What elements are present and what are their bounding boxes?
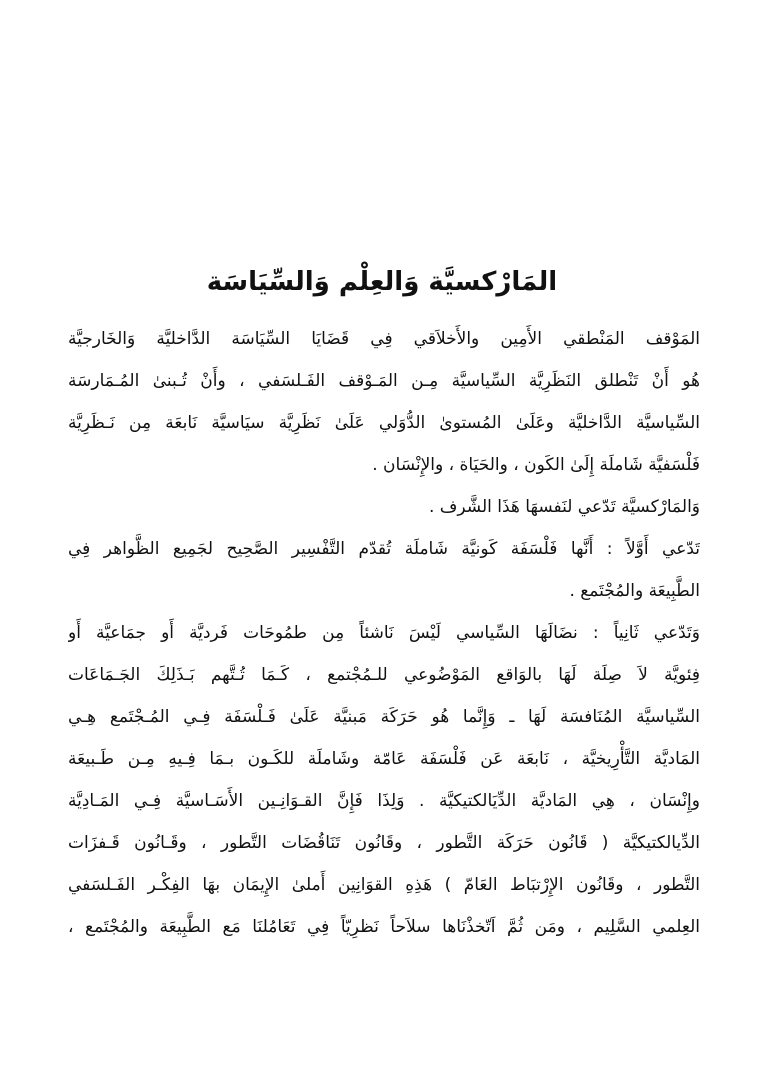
text-line: تَدّعي أَوَّلاً : أَنَّها فَلْسَفَة كَونيَّة شَاملَة تُقدّم التَّفْسِير الصَّحِيح لجَمِيع الظَّواهر فِي	[68, 539, 700, 559]
text-line: وَالمَارْكسيَّة تَدّعي لنَفسهَا هَذَا الشَّرف .	[429, 497, 700, 517]
text-line: فِئويَّة لاَ صِلَة لَهَا بالوَاقع المَوْضُوعي للـمُجْتمع ، كَـمَا تُـتَّهم بَـذَلِكَ الجَـمَاعَات	[68, 665, 700, 685]
body-text	[68, 318, 700, 948]
text-line: التَّطور ، وقَانُون الإِرْتبَاط العَامّ ) هَذِهِ القوَانِين أَملىٰ الإِيمَان بهَا الفِكْـر الفَـلسَفي	[68, 875, 700, 895]
text-line: وَتَدّعي ثَانِياً : نضَالَهَا السِّياسي لَيْسَ نَاشئاً مِن طمُوحَات فَرديَّة أَو جمَاعيَّة أَو	[68, 623, 700, 643]
text-line: العِلمي السَّلِيم ، ومَن ثُمَّ اَتّخذْنَاها سلاَحاً نَظرِيّاً فِي تَعَامُلنَا مَع الطَّبِيعَة والمُجْتَمع ،	[68, 917, 700, 937]
text-line: فَلْسَفيَّة شَاملَة إِلَىٰ الكَون ، والحَيَاة ، والإِنْسَان .	[372, 455, 700, 475]
text-line: المَاديَّة التَّأْرِيخيَّة ، نَابعَة عَن فَلْسَفَة عَامّة وشَاملَة للكَـون بـمَا فِـيهِ مِـن طَـبيعَة	[68, 749, 700, 769]
page-title: المَارْكسيَّة وَالعِلْم وَالسِّيَاسَة	[206, 267, 558, 297]
text-line: السِّياسيَّة المُنَافسَة لَهَا ـ وَإِنَّما هُو حَرَكَة مَبنيَّة عَلَىٰ فَـلْسَفَة فِـي المُـجْتَمع هِـي	[68, 707, 700, 727]
text-line: هُو أَنْ تَنْطلق النَظَرِيَّة السِّياسيَّة مِـن المَـوْقف الفَـلسَفي ، وأَنْ تُـبنىٰ المُـمَارسَة	[68, 371, 700, 391]
text-line: وإِنْسَان ، هِي المَاديَّة الدِّيَالكتيكيَّة . وَلِذَا فَإِنَّ القـوَانِـين الأَسَـاسيَّة فِـي المَـادِيَّة	[68, 791, 700, 811]
text-line: المَوْقف المَنْطقي الأَمِين والأَخلاَقي فِي قَضَايَا السِّيَاسَة الدَّاخليَّة وَالخَارجيَّة	[68, 329, 700, 349]
text-line: الطَّبِيعَة والمُجْتَمع .	[569, 581, 700, 601]
text-line: الدِّيالكتيكيَّة ( قَانُون حَرَكَة التَّطور ، وقَانُون تَنَاقُضَات التَّطور ، وقَـانُون قَـفزَات	[68, 833, 700, 853]
text-line: السِّياسيَّة الدَّاخليَّة وعَلَىٰ المُستوىٰ الدُّوَلي عَلَىٰ نَظَرِيَّة سيَاسيَّة نَابعَة مِن نَـظَرِيَّة	[68, 413, 700, 433]
